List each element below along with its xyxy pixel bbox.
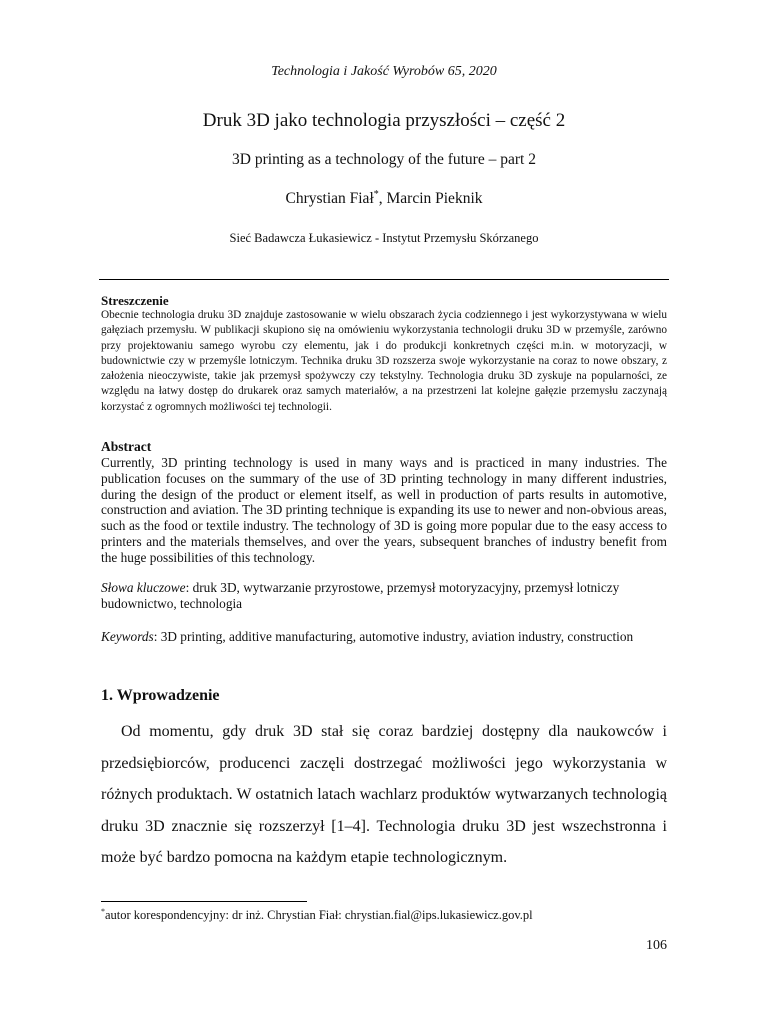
journal-header: Technologia i Jakość Wyrobów 65, 2020 [271, 64, 497, 79]
streszczenie-heading: Streszczenie [101, 293, 169, 308]
abstract-section [101, 439, 667, 566]
page-number: 106 [646, 938, 667, 953]
authors-line [0, 189, 768, 208]
streszczenie-text: Obecnie technologia druku 3D znajduje zastosowanie w wielu obszarach życia codziennego i jest wykorzystywana w wielu gałęziach przemysłu. W publikacji skupiono się na omówieniu wykorzystania technologii druku 3D w przemyśle, zarówno przy projektowaniu samego wyrobu czy elementu, jak i do produkcji konkretnych części m.in. w motoryzacji, w budownictwie czy w przemyśle lotniczym. Technika druku 3D rozszerza swoje wykorzystanie na coraz to nowe obszary, z założenia nieoczywiste, takie jak przemysł spożywczy czy tekstylny. Technologia druku 3D zyskuje na popularności, ze względu na łatwy dostęp do drukarek oraz samych materiałów, a na przestrzeni lat kolejne gałęzie przemysłu zaczynają korzystać z ogromnych możliwości tej technologii. [101, 309, 667, 413]
keywords-english [101, 629, 667, 645]
abstract-heading: Abstract [101, 439, 152, 454]
affiliation: Sieć Badawcza Łukasiewicz - Instytut Przemysłu Skórzanego [229, 231, 539, 245]
keywords-polish [101, 580, 667, 612]
footnote-mark: * [101, 907, 105, 916]
keywords-polish-text: : druk 3D, wytwarzanie przyrostowe, przemysł motoryzacyjny, przemysł lotniczy budownictwo, technologia [101, 580, 620, 611]
corresponding-author-mark: * [373, 189, 379, 200]
title-polish: Druk 3D jako technologia przyszłości – część 2 [202, 110, 566, 131]
streszczenie-section [101, 294, 667, 415]
keywords-english-label: Keywords [101, 629, 154, 644]
keywords-polish-label: Słowa kluczowe [101, 580, 186, 595]
footnote [101, 907, 533, 923]
keywords-english-text: : 3D printing, additive manufacturing, automotive industry, aviation industry, construction [153, 629, 634, 644]
abstract-text: Currently, 3D printing technology is used in many ways and is practiced in many industries. The publication focuses on the summary of the use of 3D printing technology in many different industries, during the design of the product or element itself, as well in production of parts results in automotive, construction and aviation. The 3D printing technique is expanding its use to newer and non-obvious areas, such as the food or textile industry. The technology of 3D is going more popular due to the easy access to printers and the materials themselves, and over the years, subsequent branches of industry benefit from the huge possibilities of this technology. [101, 455, 667, 565]
author-second: , Marcin Pieknik [378, 190, 483, 208]
intro-paragraph: Od momentu, gdy druk 3D stał się coraz bardziej dostępny dla naukowców i przedsiębiorców, producenci zaczęli dostrzegać możliwości jego wykorzystania w różnych produktach. W ostatnich latach wachlarz produktów wytwarzanych technologią druku 3D znacznie się rozszerzył [1–4]. Technologia druku 3D jest wszechstronna i może być bardzo pomocna na każdym etapie technologicznym. [101, 723, 667, 866]
intro-heading: 1. Wprowadzenie [101, 687, 220, 704]
footnote-text: autor korespondencyjny: dr inż. Chrystian Fiał: chrystian.fial@ips.lukasiewicz.gov.pl [105, 908, 533, 923]
title-english: 3D printing as a technology of the future – part 2 [232, 151, 536, 168]
header-divider [99, 279, 669, 280]
author-first: Chrystian Fiał [285, 190, 374, 208]
footnote-divider [101, 901, 307, 902]
